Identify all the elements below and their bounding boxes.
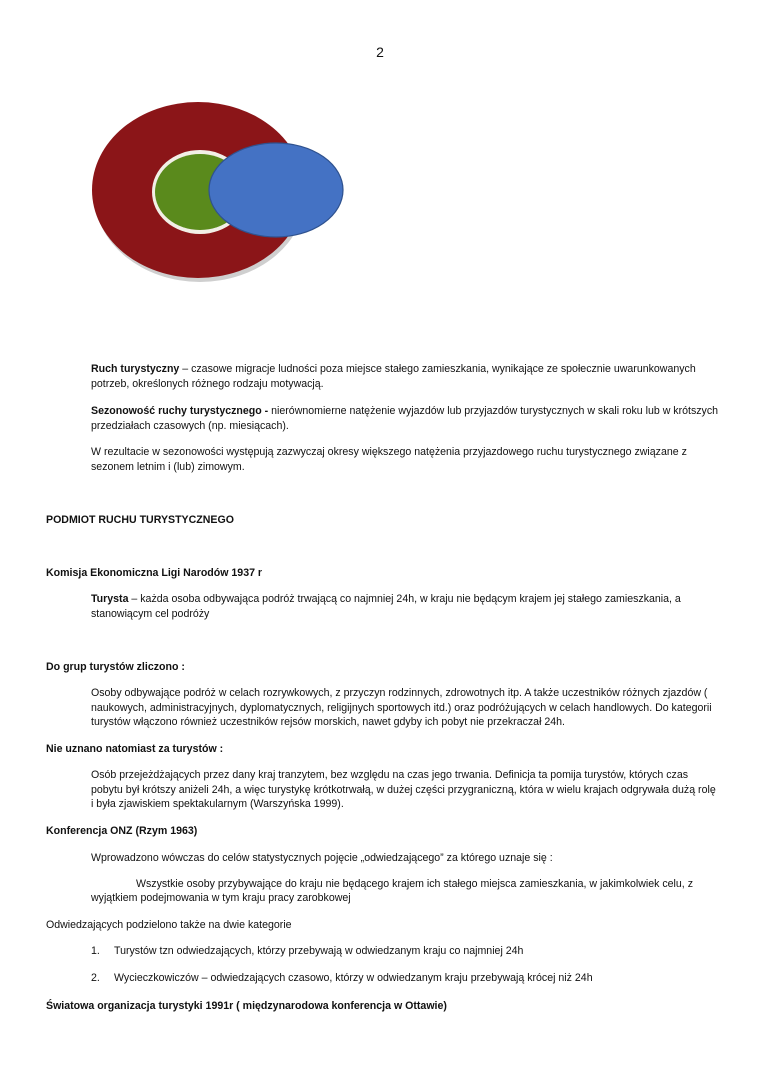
- turysta-paragraph: [91, 592, 719, 621]
- list-item-1-number: 1.: [91, 945, 100, 957]
- venn-diagram: [92, 98, 362, 293]
- turysta-definition: – każda osoba odbywająca podróż trwającą co najmniej 24h, w kraju nie będącym krajem jej stałego zamieszkania, a stanowiącym cel podróży: [91, 593, 681, 620]
- turysta-term: Turysta: [91, 593, 129, 605]
- sezon-paragraph: [91, 404, 719, 433]
- nie-paragraph: Osób przejeżdżających przez dany kraj tranzytem, bez względu na czas jego trwania. Definicja ta pomija turystów, których czas pobytu był krótszy aniżeli 24h, a więc turystykę krótkotrwałą, w dużej części przygraniczną, która w wielu krajach odgrywała dużą rolę i była zjawiskiem spektakularnym (Warszyńska 1999).: [91, 769, 716, 811]
- list-item-2-number: 2.: [91, 972, 100, 984]
- swiatowa-heading: Światowa organizacja turystyki 1991r ( międzynarodowa konferencja w Ottawie): [46, 1000, 447, 1012]
- onz-heading: Konferencja ONZ (Rzym 1963): [46, 825, 198, 837]
- grupy-paragraph: Osoby odbywające podróż w celach rozrywkowych, z przyczyn rodzinnych, zdrowotnych itp. A także uczestników różnych zjazdów ( naukowych, administracyjnych, dyplomatycznych, religijnych sportowych itd.) oraz podróżujących w celach handlowych. Do kategorii turystów włączono również uczestników rejsów morskich, nawet gdyby ich pobyt nie przekraczał 24h.: [91, 687, 712, 729]
- ruch-definition: – czasowe migracje ludności poza miejsce stałego zamieszkania, wynikające ze społecznie uwarunkowanych potrzeb, określonych różnego rodzaju motywacją.: [91, 363, 696, 390]
- sezon-definition: nierównomierne natężenie wyjazdów lub przyjazdów turystycznych w skali roku lub w krótszych przedziałach czasowych (np. miesiącach).: [91, 405, 719, 432]
- wszystkie-line-2: wyjątkiem podejmowania w tym kraju pracy zarobkowej: [91, 892, 351, 904]
- nie-heading: Nie uznano natomiast za turystów :: [46, 743, 224, 755]
- ruch-paragraph: [91, 362, 719, 391]
- wszystkie-line-1: Wszystkie osoby przybywające do kraju nie będącego krajem ich stałego miejsca zamieszkania, w jakimkolwiek celu, z: [136, 878, 693, 890]
- onz-paragraph: Wprowadzono wówczas do celów statystycznych pojęcie „odwiedzającego” za którego uznaje się :: [91, 852, 553, 864]
- rezultat-paragraph: W rezultacie w sezonowości występują zazwyczaj okresy większego natężenia przyjazdowego ruchu turystycznego związane z sezonem letnim i (lub) zimowym.: [91, 446, 687, 473]
- page-number: 2: [376, 44, 384, 60]
- list-item-2-text: Wycieczkowiczów – odwiedzających czasowo, którzy w odwiedzanym kraju przebywają krócej niż 24h: [114, 972, 593, 984]
- ruch-term: Ruch turystyczny: [91, 363, 180, 375]
- sezon-term: Sezonowość ruchy turystycznego -: [91, 405, 272, 417]
- blue-circle: [209, 143, 343, 237]
- podmiot-heading: PODMIOT RUCHU TURYSTYCZNEGO: [46, 514, 234, 526]
- grupy-heading: Do grup turystów zliczono :: [46, 661, 185, 673]
- list-item-1-text: Turystów tzn odwiedzających, którzy przebywają w odwiedzanym kraju co najmniej 24h: [114, 945, 524, 957]
- komisja-heading: Komisja Ekonomiczna Ligi Narodów 1937 r: [46, 567, 263, 579]
- podzial-paragraph: Odwiedzających podzielono także na dwie kategorie: [46, 919, 292, 931]
